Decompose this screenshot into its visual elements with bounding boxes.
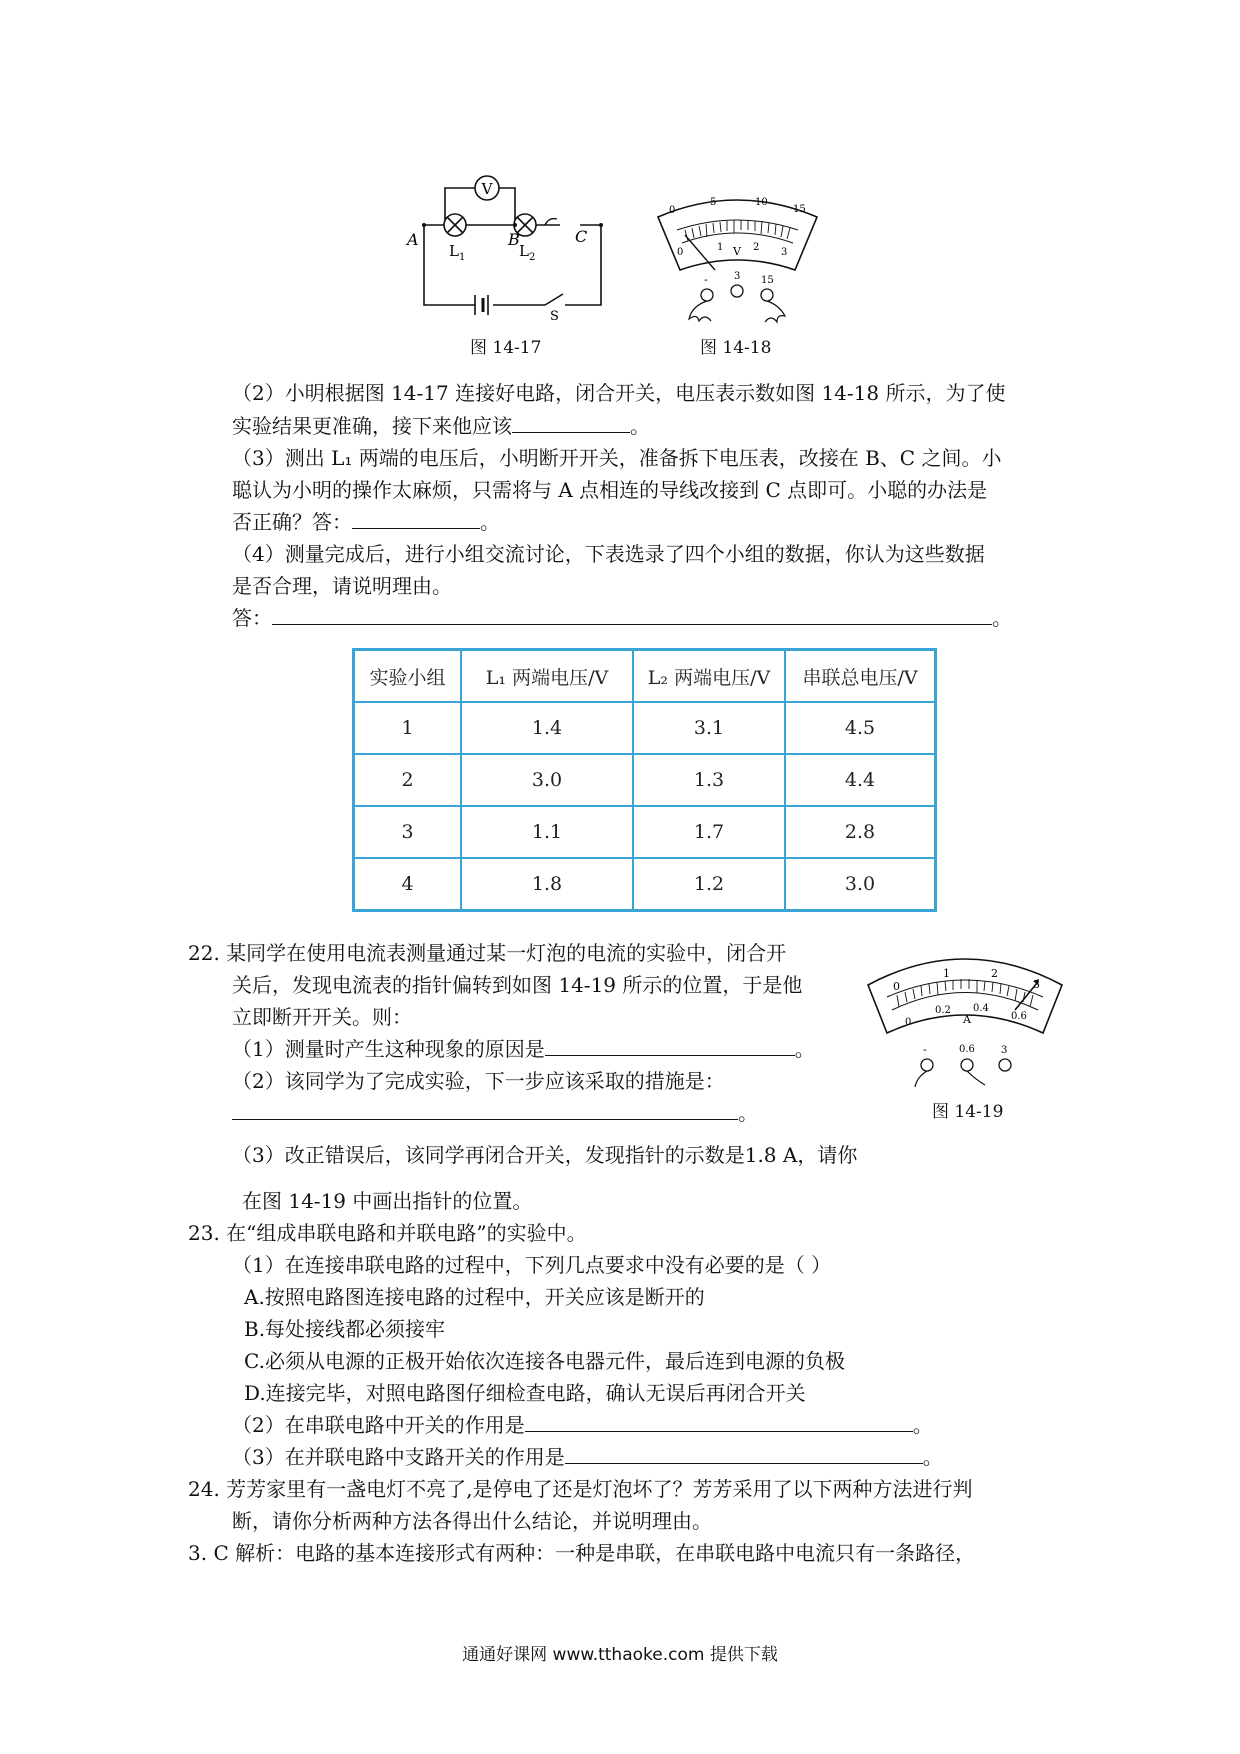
table-cell: 3.1	[633, 702, 785, 754]
q22-part3: （3）改正错误后，该同学再闭合开关，发现指针的示数是1.8 A，请你	[232, 1143, 858, 1167]
svg-text:5: 5	[710, 197, 717, 208]
svg-text:2: 2	[753, 242, 760, 253]
q22-line3: 立即断开开关。则：	[232, 1005, 412, 1029]
table-row	[354, 702, 936, 754]
q21-part4-line2: 是否合理，请说明理由。	[232, 574, 452, 598]
svg-text:0: 0	[893, 980, 900, 993]
q22-part2: （2）该同学为了完成实验，下一步应该采取的措施是：	[232, 1069, 725, 1093]
figure-14-19-caption: 图 14-19	[932, 1102, 1004, 1122]
svg-text:3: 3	[1033, 978, 1040, 991]
table-header-cell: 串联总电压/V	[785, 650, 936, 703]
svg-text:A: A	[963, 1013, 971, 1026]
q24-line1: 24. 芳芳家里有一盏电灯不亮了,是停电了还是灯泡坏了？芳芳采用了以下两种方法进行判	[188, 1477, 973, 1501]
table-cell: 1.4	[461, 702, 633, 754]
q21-part2-line2: 实验结果更准确，接下来他应该 。	[232, 414, 650, 438]
label-s: S	[550, 309, 559, 324]
q23-option-d: D.连接完毕，对照电路图仔细检查电路，确认无误后再闭合开关	[244, 1381, 806, 1405]
q23-option-b: B.每处接线都必须接牢	[244, 1317, 446, 1341]
answer-blank[interactable]	[272, 606, 992, 625]
table-cell: 1.2	[633, 858, 785, 911]
q23-line1: 23. 在“组成串联电路和并联电路”的实验中。	[188, 1221, 587, 1245]
q21-part2-line1: （2）小明根据图 14-17 连接好电路，闭合开关，电压表示数如图 14-18 所示，为了使	[232, 381, 1006, 405]
q21-part3-line2: 聪认为小明的操作太麻烦，只需将与 A 点相连的导线改接到 C 点即可。小聪的办法是	[232, 478, 988, 502]
table-row	[354, 806, 936, 858]
table-row	[354, 754, 936, 806]
table-cell: 1.1	[461, 806, 633, 858]
svg-text:0: 0	[905, 1017, 912, 1028]
svg-text:-: -	[923, 1043, 927, 1056]
q21-part4-line1: （4）测量完成后，进行小组交流讨论，下表选录了四个小组的数据，你认为这些数据	[232, 542, 985, 566]
answer-3: 3. C 解析：电路的基本连接形式有两种：一种是串联，在串联电路中电流只有一条路径，	[188, 1541, 976, 1565]
answer-blank[interactable]	[525, 1413, 913, 1432]
svg-text:V: V	[733, 245, 741, 258]
svg-text:3: 3	[781, 247, 788, 258]
table-header-cell: L₁ 两端电压/V	[461, 650, 633, 703]
q23-part1: （1）在连接串联电路的过程中，下列几点要求中没有必要的是（ ）	[232, 1253, 832, 1277]
figure-14-19-ammeter	[865, 955, 1065, 1095]
q21-part3-line1: （3）测出 L₁ 两端的电压后，小明断开开关，准备拆下电压表，改接在 B、C 之间。小	[232, 446, 1002, 470]
label-c: C	[575, 227, 588, 246]
answer-blank[interactable]	[565, 1445, 923, 1464]
q22-part2-answer: 。	[232, 1101, 758, 1125]
svg-text:1: 1	[943, 967, 950, 980]
q24-line2: 断，请你分析两种方法各得出什么结论，并说明理由。	[232, 1509, 712, 1533]
table-cell: 4.4	[785, 754, 936, 806]
table-header-row	[354, 650, 936, 703]
q23-option-c: C.必须从电源的正极开始依次连接各电器元件，最后连到电源的负极	[244, 1349, 845, 1373]
label-b: B	[508, 230, 520, 249]
svg-text:2: 2	[991, 967, 998, 980]
label-l1: $L_1$	[449, 242, 466, 263]
table-cell: 1.8	[461, 858, 633, 911]
figure-14-17-circuit	[407, 170, 615, 324]
table-cell: 3.0	[785, 858, 936, 911]
q21-part4-line3: 答： 。	[232, 606, 1012, 630]
table-header-cell: L₂ 两端电压/V	[633, 650, 785, 703]
svg-text:15: 15	[761, 275, 774, 286]
table-cell: 3	[354, 806, 462, 858]
label-a: A	[407, 230, 419, 249]
svg-text:1: 1	[717, 242, 724, 253]
svg-text:10: 10	[755, 197, 768, 208]
figure-14-17-caption: 图 14-17	[470, 338, 542, 358]
q21-part3-line3: 否正确？答： 。	[232, 510, 500, 534]
table-cell: 2.8	[785, 806, 936, 858]
table-cell: 1.7	[633, 806, 785, 858]
q22-part3-line2: 在图 14-19 中画出指针的位置。	[242, 1189, 533, 1213]
q23-part3: （3）在并联电路中支路开关的作用是 。	[232, 1445, 943, 1469]
svg-text:3: 3	[734, 271, 741, 282]
table-cell: 3.0	[461, 754, 633, 806]
table-cell: 4.5	[785, 702, 936, 754]
answer-blank[interactable]	[545, 1037, 795, 1056]
table-header-cell: 实验小组	[354, 650, 462, 703]
svg-text:3: 3	[1001, 1045, 1008, 1056]
svg-text:0: 0	[669, 205, 676, 216]
table-row	[354, 858, 936, 911]
table-cell: 1	[354, 702, 462, 754]
svg-text:-: -	[704, 273, 708, 286]
svg-text:15: 15	[793, 204, 806, 215]
q22-line2: 关后，发现电流表的指针偏转到如图 14-19 所示的位置，于是他	[232, 973, 803, 997]
svg-text:0.6: 0.6	[1011, 1011, 1027, 1022]
svg-text:0.6: 0.6	[959, 1044, 975, 1055]
svg-text:0.2: 0.2	[935, 1005, 951, 1016]
answer-blank[interactable]	[232, 1101, 738, 1120]
figure-14-18-caption: 图 14-18	[700, 338, 772, 358]
label-l2: $L_2$	[519, 242, 536, 263]
answer-blank[interactable]	[512, 414, 630, 433]
page-footer: 通通好课网 www.tthaoke.com 提供下载	[462, 1645, 778, 1665]
voltage-data-table	[352, 648, 937, 912]
q23-option-a: A.按照电路图连接电路的过程中，开关应该是断开的	[244, 1285, 705, 1309]
voltmeter	[475, 176, 499, 200]
figure-14-18-voltmeter	[655, 195, 820, 330]
svg-text:V: V	[481, 180, 493, 198]
q22-line1: 22. 某同学在使用电流表测量通过某一灯泡的电流的实验中，闭合开	[188, 941, 787, 965]
table-cell: 4	[354, 858, 462, 911]
answer-blank[interactable]	[352, 510, 480, 529]
svg-text:0: 0	[677, 247, 684, 258]
q23-part2: （2）在串联电路中开关的作用是 。	[232, 1413, 933, 1437]
svg-text:0.4: 0.4	[973, 1003, 989, 1014]
table-cell: 2	[354, 754, 462, 806]
lamp-l1	[444, 214, 466, 236]
table-cell: 1.3	[633, 754, 785, 806]
q22-part1: （1）测量时产生这种现象的原因是 。	[232, 1037, 815, 1061]
